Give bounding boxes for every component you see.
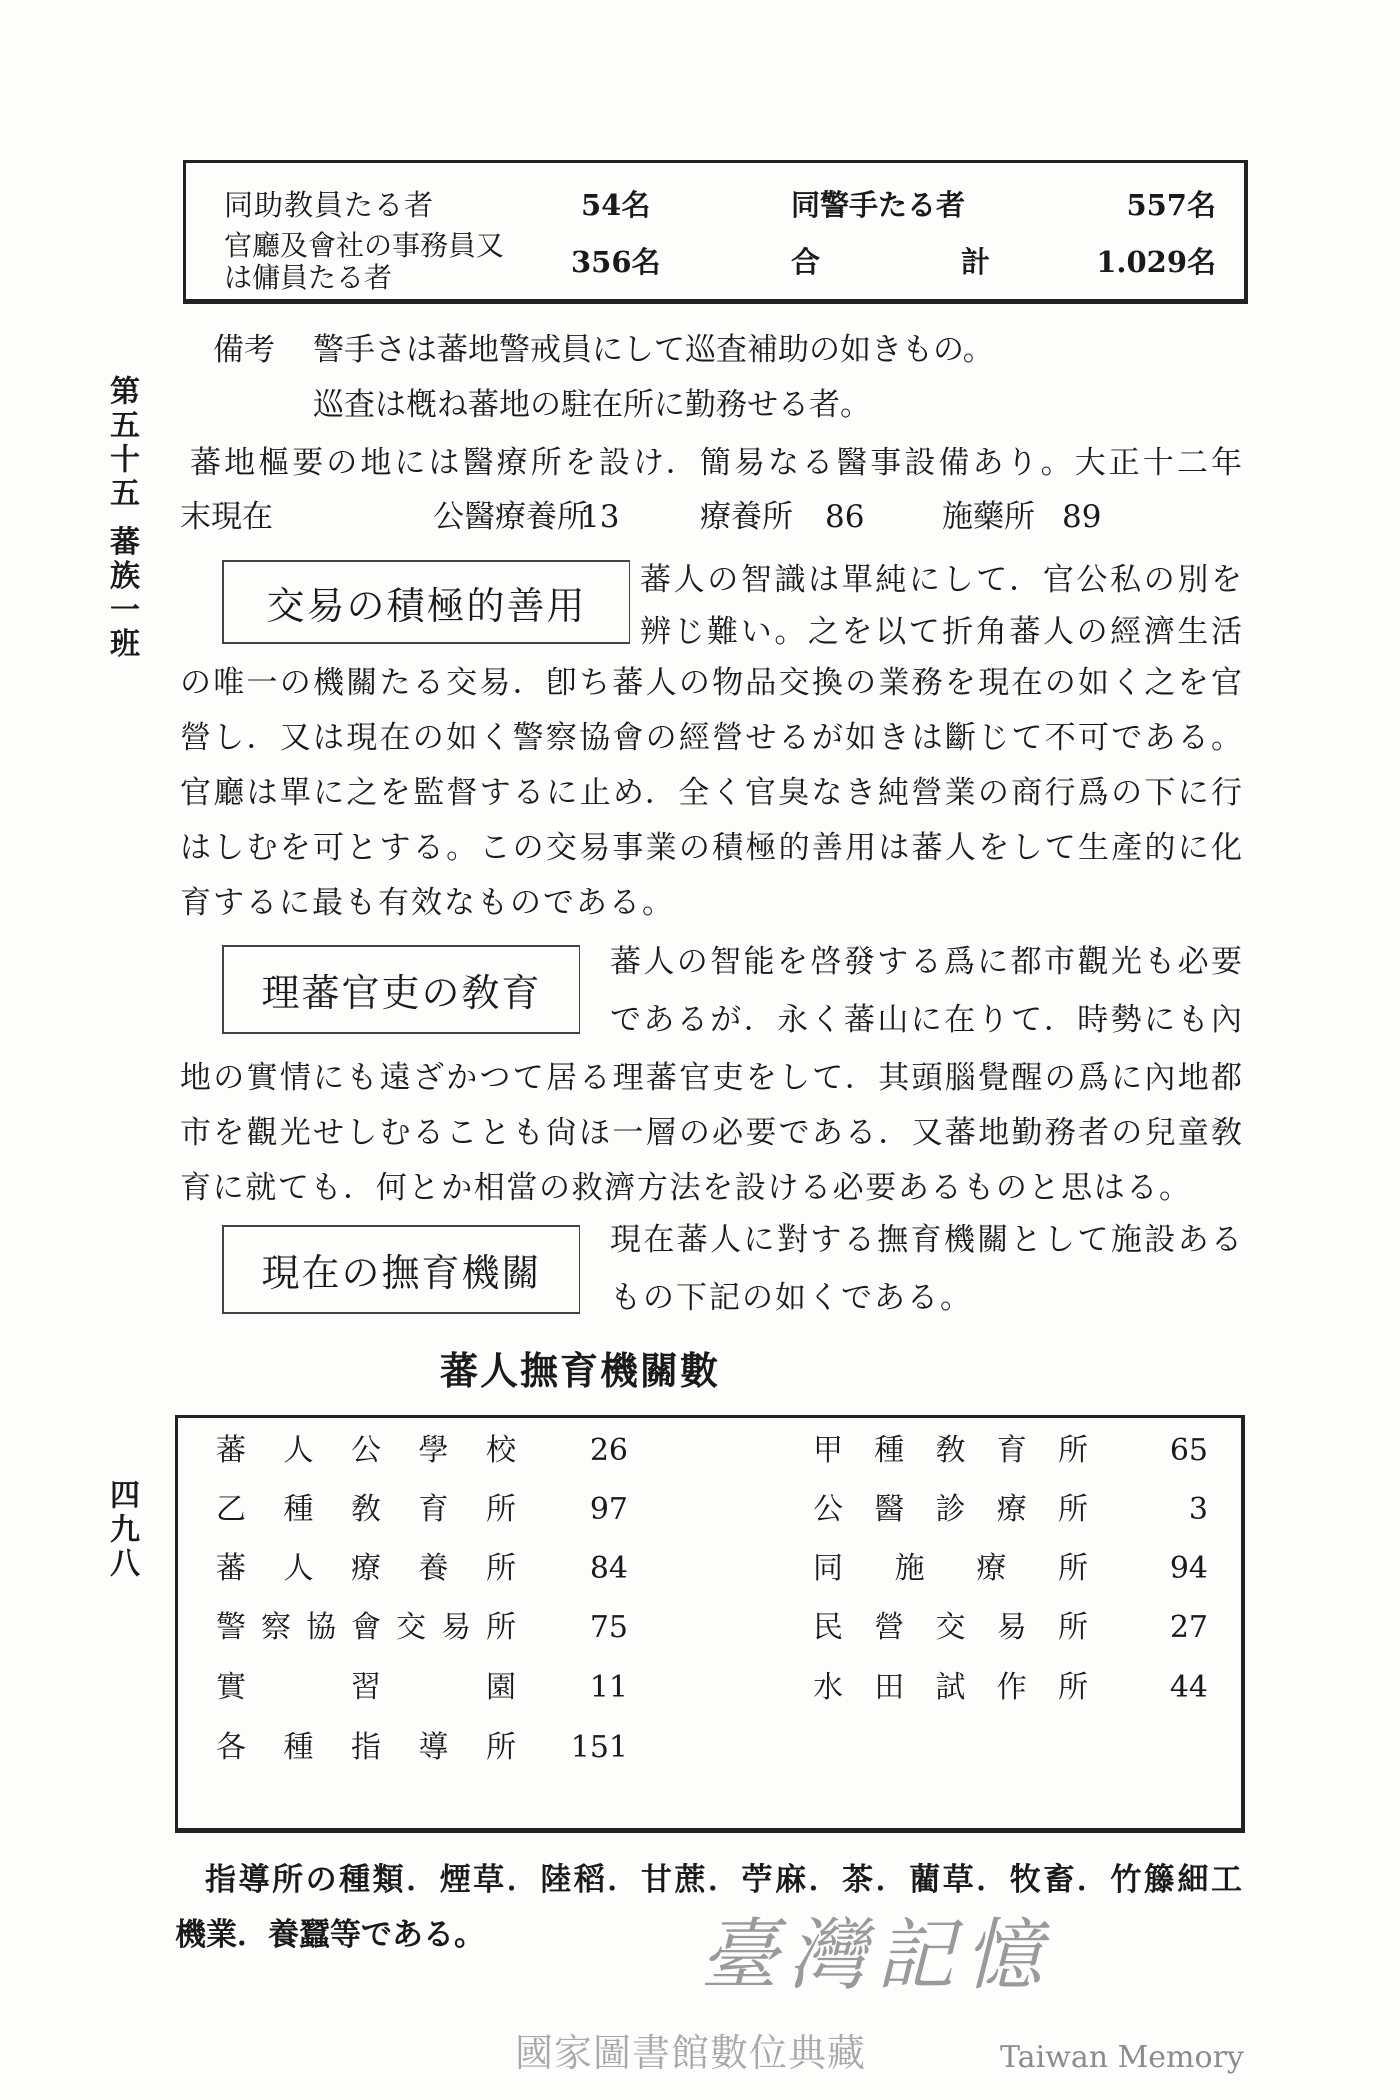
paragraph-line: はしむを可とする。この交易事業の積極的善用は蕃人をして生產的に化 (180, 830, 1242, 866)
remarks-text: 巡査は槪ね蕃地の駐在所に勤務せる者。 (313, 387, 871, 423)
remarks-text: 警手さは蕃地警戒員にして巡査補助の如きもの。 (313, 332, 994, 368)
facility-name: 實習園 (216, 1670, 516, 1705)
library-footer-watermark: 國家圖書館數位典藏 (515, 2031, 867, 2075)
paragraph-line: 蕃地樞要の地には醫療所を設け．簡易なる醫事設備あり。大正十二年 (190, 445, 1242, 481)
facility-name: 警察協會交易所 (216, 1610, 516, 1645)
section-heading: 現在の撫育機關 (222, 1225, 580, 1314)
cell-label: 同警手たる者 (791, 188, 966, 222)
paragraph-line: であるが．永く蕃山に在りて．時勢にも內 (610, 1002, 1242, 1038)
chapter-running-head: 第五十五 蕃族一班 (104, 374, 139, 662)
paragraph-line: 官廳は單に之を監督するに止め．全く官臭なき純營業の商行爲の下に行 (180, 775, 1242, 811)
table-row (178, 1431, 1241, 1471)
table-row (178, 1728, 1241, 1768)
paragraph-line: 辨じ難い。之を以て折角蕃人の經濟生活 (640, 614, 1242, 650)
page-number: 四九八 (104, 1479, 139, 1581)
medical-item-label: 療養所 (700, 499, 793, 535)
cell-label: 同助教員たる者 (224, 188, 435, 222)
paragraph-line: 市を觀光せしむることも尙ほ一層の必要である．又蕃地勤務者の兒童敎 (180, 1115, 1242, 1151)
cell-value: 1.029名 (1096, 245, 1216, 279)
cell-value: 54名 (581, 188, 651, 222)
paragraph-line: 蕃人の智能を啓發する爲に都市觀光も必要 (610, 944, 1242, 980)
paragraph-line: 營し．又は現在の如く警察協會の經營せるが如きは斷じて不可である。 (180, 720, 1242, 756)
taiwan-memory-watermark-logo: 臺灣記憶 (700, 1911, 1053, 2001)
facility-name: 蕃人療養所 (216, 1551, 516, 1586)
footnote-line: 指導所の種類．煙草．陸稻．甘蔗．苧麻．茶．藺草．牧畜．竹籐細工 (205, 1862, 1242, 1898)
cell-label: 合 (791, 245, 821, 279)
facility-name: 各種指導所 (216, 1730, 516, 1765)
facility-name: 公醫診療所 (813, 1492, 1088, 1527)
facility-count: 27 (1169, 1610, 1208, 1645)
table-title: 蕃人撫育機關數 (440, 1348, 721, 1393)
facility-name: 民營交易所 (813, 1610, 1088, 1645)
paragraph-line: 蕃人の智識は單純にして．官公私の別を (640, 562, 1242, 598)
paragraph-line: もの下記の如くである。 (610, 1280, 973, 1316)
facility-count: 151 (570, 1730, 628, 1765)
facility-name: 乙種敎育所 (216, 1492, 516, 1527)
section-heading: 理蕃官吏の敎育 (222, 945, 580, 1034)
section-heading: 交易の積極的善用 (222, 560, 630, 644)
summary-table (183, 160, 1248, 304)
taiwan-memory-watermark-text: Taiwan Memory (1000, 2040, 1244, 2075)
table-row (178, 1490, 1241, 1530)
cell-label: は傭員たる者 (224, 261, 393, 294)
facility-count: 11 (589, 1670, 628, 1705)
table-row (178, 1549, 1241, 1589)
facility-count: 26 (589, 1433, 628, 1468)
footnote-line: 機業．養蠶等である。 (175, 1917, 485, 1953)
facility-count: 3 (1188, 1492, 1208, 1527)
facility-count: 44 (1169, 1670, 1208, 1705)
facility-name: 蕃人公學校 (216, 1433, 516, 1468)
table-row (178, 1668, 1241, 1708)
medical-item-value: 86 (825, 499, 865, 535)
facility-count: 75 (589, 1610, 628, 1645)
medical-item-value: 89 (1062, 499, 1102, 535)
facility-name: 同施療所 (813, 1551, 1088, 1586)
table-row (178, 1608, 1241, 1648)
medical-item-value: 13 (580, 499, 620, 535)
medical-item-label: 施藥所 (942, 499, 1035, 535)
paragraph-line: 育に就ても．何とか相當の救濟方法を設ける必要あるものと思はる。 (180, 1170, 1190, 1206)
facility-count: 84 (589, 1551, 628, 1586)
facility-count: 94 (1169, 1551, 1208, 1586)
paragraph-line: 末現在 (180, 499, 273, 535)
cell-value: 356名 (571, 245, 661, 279)
paragraph-line: 現在蕃人に對する撫育機關として施設ある (610, 1222, 1242, 1258)
facility-count: 97 (589, 1492, 628, 1527)
paragraph-line: 地の實情にも遠ざかつて居る理蕃官吏をして．其頭腦覺醒の爲に內地都 (180, 1060, 1242, 1096)
paragraph-line: 育するに最も有效なものである。 (180, 885, 675, 921)
facility-count: 65 (1169, 1433, 1208, 1468)
cell-label: 官廳及會社の事務員又 (224, 229, 505, 262)
paragraph-line: の唯一の機關たる交易．卽ち蕃人の物品交換の業務を現在の如く之を官 (180, 665, 1242, 701)
facility-table (175, 1415, 1245, 1833)
medical-item-label: 公醫療養所 (433, 499, 588, 535)
facility-name: 水田試作所 (813, 1670, 1088, 1705)
remarks-label: 備考 (213, 332, 275, 368)
cell-value: 557名 (1126, 188, 1216, 222)
facility-name: 甲種敎育所 (813, 1433, 1088, 1468)
cell-label: 計 (961, 245, 991, 279)
